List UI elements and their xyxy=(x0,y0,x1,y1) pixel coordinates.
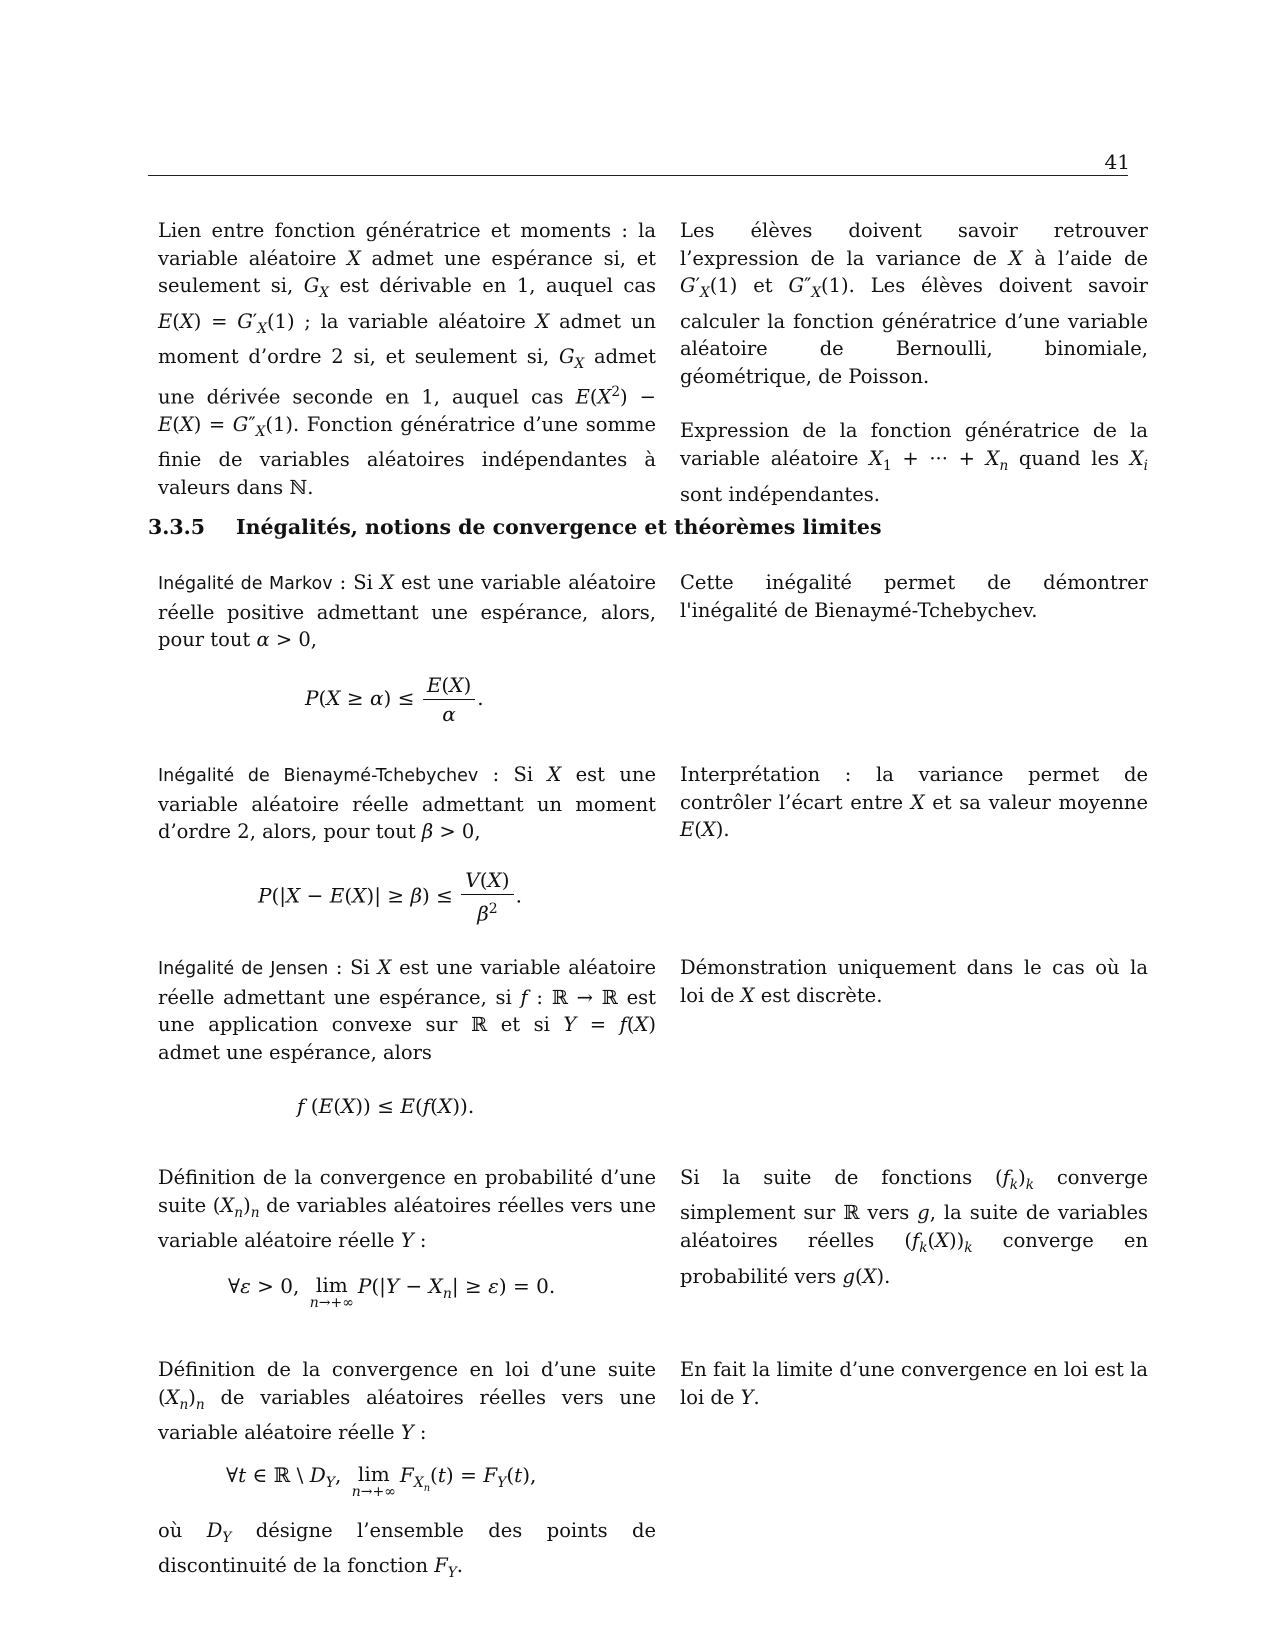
conv-loi-after xyxy=(158,1517,656,1588)
bienayme-note xyxy=(680,761,1148,844)
section-heading xyxy=(148,515,882,539)
intro-left-text: Lien entre fonction génératrice et moments : la variable aléatoire X admet une espérance si, et seulement si, $G_X$ est dérivable en 1, auquel cas $E(X) = G'_X(1)$ ; la variable aléatoire X admet un moment d’ordre 2 si, et seulement si, $G_X$ admet une dérivée seconde en 1, auquel cas $E(X^2) - E(X) = G''_X(1)$. Fonction génératrice d’une somme finie de variables aléatoires indépendantes à valeurs dans ℕ. xyxy=(158,219,657,499)
intro-left xyxy=(158,217,656,501)
section-title: Inégalités, notions de convergence et théorèmes limites xyxy=(236,515,882,539)
bienayme-label: Inégalité de Bienaymé-Tchebychev xyxy=(158,766,479,786)
bienayme-formula: P(|X − E(X)| ≥ β) ≤ $\frac{V(X)}{\beta^2}$ . xyxy=(258,868,522,926)
conv-loi-text: Définition de la convergence en loi d’une suite $(X_n)_n$ de variables aléatoires réelles vers une variable aléatoire réelle Y : xyxy=(158,1358,656,1445)
intro-right-text-2: Expression de la fonction génératrice de la variable aléatoire $X_1$ + ··· + $X_n$ quand les $X_i$ sont indépendantes. xyxy=(680,419,1149,506)
markov-label: Inégalité de Markov xyxy=(158,574,333,594)
conv-loi-note-text: En fait la limite d’une convergence en loi est la loi de Y. xyxy=(680,1358,1148,1409)
jensen-note-text: Démonstration uniquement dans le cas où la loi de X est discrète. xyxy=(680,956,1148,1007)
bienayme-block xyxy=(158,761,656,846)
jensen-block xyxy=(158,954,656,1066)
markov-note-text: Cette inégalité permet de démontrer l'inégalité de Bienaymé-Tchebychev. xyxy=(680,571,1148,622)
conv-loi-formula: ∀t ∈ ℝ \ $D_Y$, lim n→+∞ $F_{X_n}(t) = F_Y(t)$, xyxy=(226,1462,537,1500)
markov-note xyxy=(680,569,1148,624)
intro-right xyxy=(680,217,1148,508)
jensen-text: Inégalité de Jensen : Si X est une variable aléatoire réelle admettant une espérance, si f : ℝ → ℝ est une application convexe sur ℝ et si Y = f(X) admet une espérance, alors xyxy=(158,956,657,1064)
section-number: 3.3.5 xyxy=(148,515,206,539)
conv-proba-block xyxy=(158,1164,656,1255)
bienayme-text: Inégalité de Bienaymé-Tchebychev : Si X est une variable aléatoire réelle admettant un moment d’ordre 2, alors, pour tout β > 0, xyxy=(158,763,656,844)
conv-proba-formula: ∀ε > 0, lim n→+∞ $P(|Y - X_n| \ge \varepsilon) = 0$. xyxy=(228,1273,556,1311)
jensen-note xyxy=(680,954,1148,1009)
conv-proba-note-text: Si la suite de fonctions $(f_k)_k$ converge simplement sur ℝ vers g, la suite de variables aléatoires réelles $(f_k(X))_k$ converge en probabilité vers g(X). xyxy=(680,1166,1148,1288)
intro-right-text-1: Les élèves doivent savoir retrouver l’expression de la variance de X à l’aide de $G'_X(1)$ et $G''_X(1)$. Les élèves doivent savoir calculer la fonction génératrice d’une variable aléatoire de Bernoulli, binomiale, géométrique, de Poisson. xyxy=(680,219,1148,388)
jensen-formula: f (E(X)) ≤ E(f(X)). xyxy=(297,1094,475,1118)
markov-formula: P(X ≥ α) ≤ $\frac{E(X)}{\alpha}$ . xyxy=(305,673,484,726)
markov-block xyxy=(158,569,656,654)
bienayme-note-text: Interprétation : la variance permet de contrôler l’écart entre X et sa valeur moyenne E(X). xyxy=(680,763,1148,842)
markov-text: Inégalité de Markov : Si X est une variable aléatoire réelle positive admettant une espérance, alors, pour tout α > 0, xyxy=(158,571,657,652)
conv-loi-after-text: où $D_Y$ désigne l’ensemble des points de discontinuité de la fonction $F_Y$. xyxy=(158,1519,657,1582)
conv-loi-note xyxy=(680,1356,1148,1411)
header-rule xyxy=(148,175,1128,176)
jensen-label: Inégalité de Jensen xyxy=(158,959,329,979)
conv-loi-block xyxy=(158,1356,656,1447)
conv-proba-text: Définition de la convergence en probabilité d’une suite $(X_n)_n$ de variables aléatoires réelles vers une variable aléatoire réelle Y : xyxy=(158,1166,656,1253)
conv-proba-note xyxy=(680,1164,1148,1290)
page-number: 41 xyxy=(1104,150,1130,174)
